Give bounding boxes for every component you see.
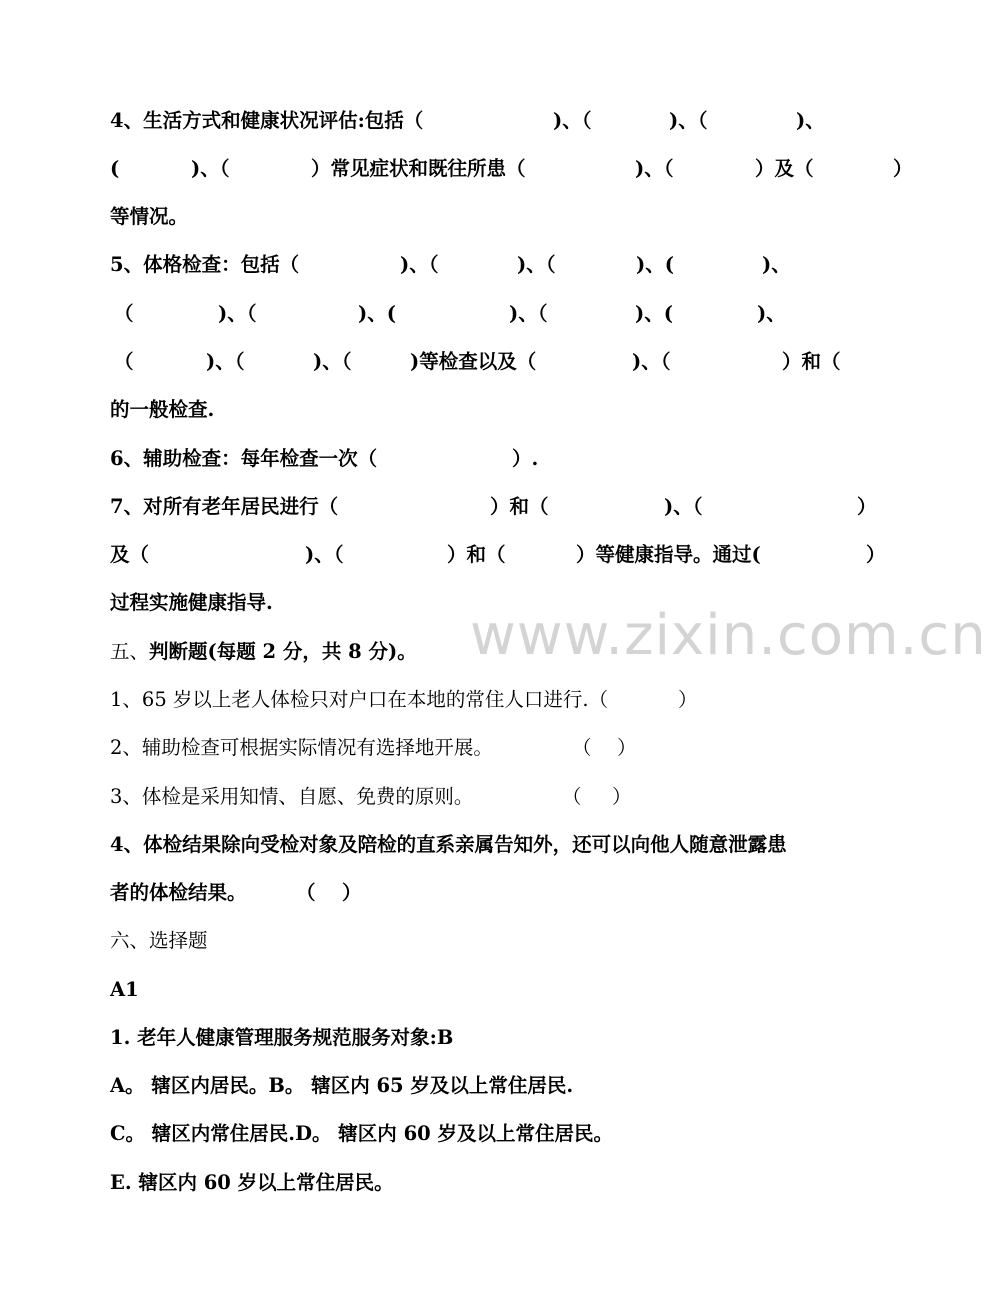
blank-close: )、 [757,302,786,325]
q4-text: ）及（ [755,157,814,180]
section-title-text: 六、选择题 [110,929,208,952]
option-text: C。 辖区内常住居民.D。 辖区内 60 岁及以上常住居民。 [110,1122,614,1145]
answer-blank: ） [342,881,362,904]
tf-item-3 [0,781,920,813]
blank-close: )、（ [553,109,592,132]
blank-close: )、（ [218,302,257,325]
tf-item-4 [0,829,920,861]
blank-open: （ [114,302,134,325]
question-text: 1. 老年人健康管理服务规范服务对象:B [110,1026,454,1049]
blank-close: )、（ [517,253,556,276]
tf-item-text: 4、体检结果除向受检对象及陪检的直系亲属告知外，还可以向他人随意泄露患 [110,833,787,856]
answer-blank: ） [678,688,698,711]
blank-close: )、（ [669,109,708,132]
q4-text: ）常见症状和既往所患（ [311,157,526,180]
blank-close: )、（ [191,157,230,180]
mc-options-line-3 [0,1167,920,1199]
section-number: 五、 [110,640,150,663]
mc-options-line-2 [0,1118,920,1150]
blank-close: )、（ [632,350,671,373]
section-5-title [0,636,920,668]
q4-text: 4、生活方式和健康状况评估:包括（ [110,109,424,132]
q5-line-1 [0,249,920,281]
tf-item-2 [0,732,920,764]
blank-close: )、（ [635,157,674,180]
q5-text: )等检查以及（ [410,350,537,373]
blank-close: ） [857,495,877,518]
blank-close: )、 [762,253,791,276]
q5-text: ）和（ [782,350,841,373]
blank-open: ( [110,157,120,180]
answer-blank: ） [612,785,632,808]
blank-close: )、（ [664,495,703,518]
q4-line-3 [0,201,920,233]
tf-item-4-cont [0,877,920,909]
q5-line-4 [0,394,920,426]
blank-close: )、（ [400,253,439,276]
tf-item-1 [0,684,920,716]
blank-close: )、（ [509,302,548,325]
q7-text: 7、对所有老年居民进行（ [110,495,339,518]
q7-text: 及（ [110,543,150,566]
q7-line-2 [0,539,920,571]
watermark: www.zixin.com.cn [470,603,987,668]
answer-blank: （ [572,736,592,759]
q6-line [0,443,920,475]
q7-text: ）等健康指导。通过( [576,543,761,566]
blank-close: ） [866,543,886,566]
section-6-title [0,925,920,957]
q7-text: ）和（ [490,495,549,518]
q5-line-2 [0,298,920,330]
section-6-subtitle [0,974,920,1006]
mc-question-1 [0,1022,920,1054]
q4-line-1 [0,105,920,137]
q7-line-1 [0,491,920,523]
answer-blank: （ [296,881,316,904]
tf-item-text: 2、辅助检查可根据实际情况有选择地开展。 [110,736,493,759]
blank-close: ）. [512,447,539,470]
blank-close: )、( [636,253,674,276]
answer-blank: （ [562,785,582,808]
q6-text: 6、辅助检查：每年检查一次（ [110,447,378,470]
q7-text: 过程实施健康指导. [110,591,273,614]
tf-item-text: 1、65 岁以上老人体检只对户口在本地的常住人口进行.（ [110,688,609,711]
blank-close: )、( [635,302,673,325]
q4-text: 等情况。 [110,205,189,228]
q5-line-3 [0,346,920,378]
section-title-text: 判断题(每题 2 分，共 8 分)。 [149,640,417,663]
blank-close: )、（ [313,350,352,373]
q7-text: ）和（ [447,543,506,566]
tf-item-text: 者的体检结果。 [110,881,247,904]
tf-item-text: 3、体检是采用知情、自愿、免费的原则。 [110,785,474,808]
q5-text: 5、体格检查：包括（ [110,253,300,276]
answer-blank: ） [617,736,637,759]
option-text: A。 辖区内居民。B。 辖区内 65 岁及以上常住居民. [110,1074,574,1097]
option-text: E. 辖区内 60 岁以上常住居民。 [110,1171,394,1194]
q5-text: 的一般检查. [110,398,215,421]
blank-close: )、（ [206,350,245,373]
mc-options-line-1 [0,1070,920,1102]
blank-close: ） [893,157,913,180]
blank-open: （ [114,350,134,373]
q7-line-3 [0,587,920,619]
blank-close: )、（ [305,543,344,566]
question-group-label: A1 [110,978,139,1001]
q4-line-2 [0,153,920,185]
blank-close: )、( [358,302,396,325]
blank-close: )、 [796,109,825,132]
